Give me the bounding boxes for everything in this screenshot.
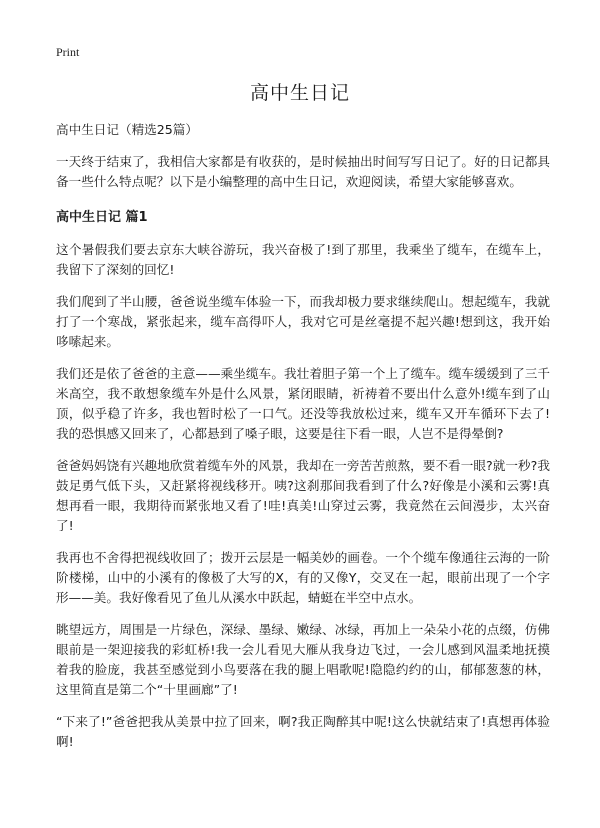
page-title: 高中生日记 <box>249 82 350 104</box>
body-paragraph-1: 这个暑假我们要去京东大峡谷游玩，我兴奋极了!到了那里，我乘坐了缆车，在缆车上，我留下了深刻的回忆! <box>56 242 550 277</box>
body-paragraph-6: 眺望远方，周围是一片绿色，深绿、墨绿、嫩绿、冰绿，再加上一朵朵小花的点缀，仿佛眼前是一架迎接我的彩虹桥!我一会儿看见大雁从我身边飞过，一会儿感到风温柔地抚摸着我的脸庞，我甚至感觉到小鸟要落在我的腿上唱歌呢!隐隐约约的山，郁郁葱葱的林，这里简直是第二个“十里画廊”了! <box>56 622 550 697</box>
print-link[interactable]: Print <box>56 45 80 59</box>
body-paragraph-7: “下来了!”爸爸把我从美景中拉了回来，啊?我正陶醉其中呢!这么快就结束了!真想再体验啊! <box>56 714 550 749</box>
body-paragraph-4: 爸爸妈妈饶有兴趣地欣赏着缆车外的风景，我却在一旁苦苦煎熬，要不看一眼?就一秒?我鼓足勇气低下头，又赶紧将视线移开。咦?这刹那间我看到了什么?好像是小溪和云雾!真想再看一眼，我期待而紧张地又看了!哇!真美!山穿过云雾，我竟然在云间漫步，太兴奋了! <box>56 458 550 533</box>
intro-paragraph: 一天终于结束了，我相信大家都是有收获的，是时候抽出时间写写日记了。好的日记都具备一些什么特点呢？以下是小编整理的高中生日记，欢迎阅读，希望大家能够喜欢。 <box>56 154 550 189</box>
article-body <box>56 120 550 764</box>
article-subtitle: 高中生日记（精选25篇） <box>56 122 198 137</box>
body-paragraph-3: 我们还是依了爸爸的主意——乘坐缆车。我壮着胆子第一个上了缆车。缆车缓缓到了三千米高空，我不敢想象缆车外是什么风景，紧闭眼睛，祈祷着不要出什么意外!缆车到了山顶，似乎稳了许多，我也暂时松了一口气。还没等我放松过来，缆车又开车循环下去了!我的恐惧感又回来了，心都悬到了嗓子眼，这要是往下看一眼，人岂不是得晕倒? <box>56 366 550 441</box>
body-paragraph-5: 我再也不舍得把视线收回了；拨开云层是一幅美妙的画卷。一个个缆车像通往云海的一阶阶楼梯，山中的小溪有的像极了大写的X，有的又像Y，交叉在一起，眼前出现了一个字形——美。我好像看见了鱼儿从溪水中跃起，蜻蜓在半空中点水。 <box>56 550 550 605</box>
section-heading: 高中生日记 篇1 <box>56 210 148 225</box>
body-paragraph-2: 我们爬到了半山腰，爸爸说坐缆车体验一下，而我却极力要求继续爬山。想起缆车，我就打了一个寒战，紧张起来，缆车高得吓人，我对它可是丝毫提不起兴趣!想到这，我开始哆嗦起来。 <box>56 294 550 349</box>
